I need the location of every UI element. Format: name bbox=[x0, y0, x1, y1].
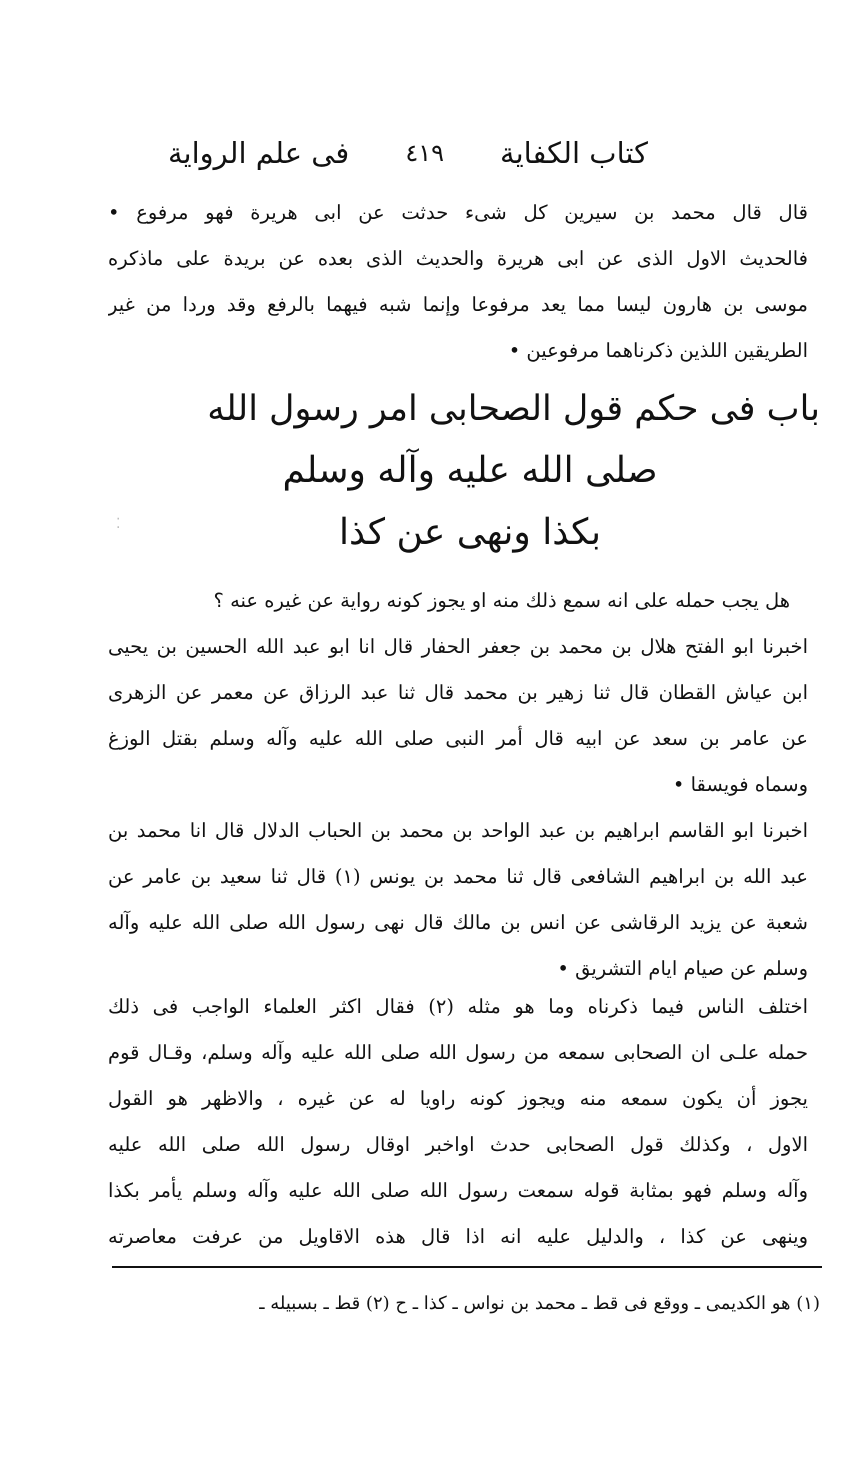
chapter-heading bbox=[120, 378, 820, 564]
text-line: ابن عياش القطان قال ثنا زهير بن محمد قال ثنا عبد الرزاق عن معمر عن الزهرى bbox=[108, 681, 808, 704]
text-line: فالحديث الاول الذى عن ابى هريرة والحديث الذى بعده عن بريدة على ماذكره bbox=[108, 247, 808, 270]
book-title: كتاب الكفاية bbox=[500, 136, 648, 170]
text-line: عبد الله بن ابراهيم الشافعى قال ثنا محمد بن يونس (١) قال ثنا سعيد بن عامر عن bbox=[108, 865, 808, 888]
question-paragraph bbox=[150, 578, 790, 624]
discussion-paragraph bbox=[108, 984, 808, 1260]
text-line: يجوز أن يكون سمعه منه ويجوز كونه راويا له عن غيره ، والاظهر هو القول bbox=[108, 1087, 808, 1110]
chapter-heading-line: بكذا ونهى عن كذا bbox=[338, 512, 602, 553]
text-line: موسى بن هارون ليسا مما يعد مرفوعا وإنما شبه فيهما بالرفع وقد وردا من غير bbox=[108, 293, 808, 316]
isnad-paragraph-1 bbox=[108, 624, 808, 808]
text-line: وسلم عن صيام ايام التشريق • bbox=[557, 957, 808, 980]
subject-title: فى علم الرواية bbox=[168, 136, 350, 170]
chapter-heading-line: صلى الله عليه وآله وسلم bbox=[282, 450, 658, 491]
text-line: اخبرنا ابو القاسم ابراهيم بن عبد الواحد بن محمد بن الحباب الدلال قال انا محمد بن bbox=[108, 819, 808, 842]
footnote: (١) هو الكديمى ـ ووقع فى قط ـ محمد بن نواس ـ كذا ـ ح (٢) قط ـ بسبيله ـ bbox=[259, 1293, 820, 1314]
running-header bbox=[168, 128, 648, 178]
chapter-heading-line: باب فى حكم قول الصحابى امر رسول الله bbox=[207, 389, 820, 429]
isnad-paragraph-2 bbox=[108, 808, 808, 992]
text-line: وسماه فويسقا • bbox=[672, 773, 808, 796]
page-number: ٤١٩ bbox=[405, 139, 444, 167]
text-line: حمله علـى ان الصحابى سمعه من رسول الله صلى الله عليه وآله وسلم، وقـال قوم bbox=[108, 1041, 808, 1064]
text-line: الطريقين اللذين ذكرناهما مرفوعين • bbox=[508, 339, 808, 362]
text-line: الاول ، وكذلك قول الصحابى حدث اواخبر اوقال رسول الله صلى الله عليه bbox=[108, 1133, 808, 1156]
footnote-divider bbox=[112, 1266, 822, 1268]
text-line: اختلف الناس فيما ذكرناه وما هو مثله (٢) فقال اكثر العلماء الواجب فى ذلك bbox=[108, 995, 808, 1018]
scan-mark: ⁚ bbox=[116, 516, 121, 532]
text-line: شعبة عن يزيد الرقاشى عن انس بن مالك قال نهى رسول الله صلى الله عليه وآله bbox=[108, 911, 808, 934]
text-line: اخبرنا ابو الفتح هلال بن محمد بن جعفر الحفار قال انا ابو عبد الله الحسين بن يحيى bbox=[108, 635, 808, 658]
text-line: وآله وسلم فهو بمثابة قوله سمعت رسول الله صلى الله عليه وآله وسلم يأمر بكذا bbox=[108, 1179, 808, 1202]
text-line: عن عامر بن سعد عن ابيه قال أمر النبى صلى الله عليه وآله وسلم بقتل الوزغ bbox=[108, 727, 808, 750]
intro-paragraph bbox=[108, 190, 808, 374]
question-line: هل يجب حمله على انه سمع ذلك منه او يجوز كونه رواية عن غيره عنه ؟ bbox=[213, 589, 790, 612]
text-line: قال قال محمد بن سيرين كل شىء حدثت عن ابى هريرة فهو مرفوع • bbox=[108, 201, 808, 224]
text-line: وينهى عن كذا ، والدليل عليه انه اذا قال هذه الاقاويل من عرفت معاصرته bbox=[108, 1225, 808, 1248]
